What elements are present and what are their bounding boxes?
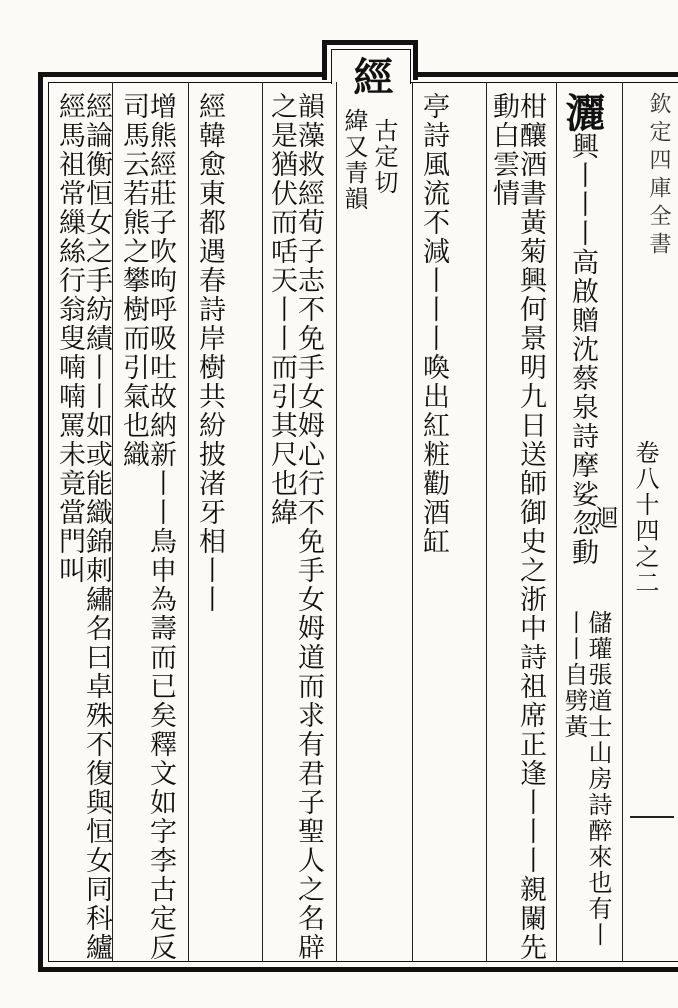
column-3: 亭詩風流不減丨丨丨喚出紅粧勸酒缸	[418, 92, 449, 556]
column-rule	[486, 82, 487, 962]
tab-gloss-1: 古定切	[370, 118, 398, 196]
column-5: 經韓愈東都遇春詩岸樹共紛披渚牙相丨丨	[194, 92, 225, 614]
column-rule	[556, 82, 557, 962]
column-rule	[622, 82, 623, 962]
column-6: 增熊經莊子吹呴呼吸吐故納新丨丨鳥申為壽而已矣釋文如字李古定反司馬云若熊之攀樹而引氣也織	[118, 92, 176, 962]
header-rule	[418, 72, 678, 77]
entry-headword: 灑	[559, 92, 606, 132]
column-1-text-c: 迴	[590, 505, 618, 531]
column-rule	[336, 82, 337, 962]
column-1-text-e: 儲瓘張道士山房詩醉來也有丨丨丨自劈黃	[560, 610, 612, 948]
column-rule	[112, 82, 113, 962]
margin-rule	[630, 816, 674, 818]
margin-book-title: 欽定四庫全書	[646, 92, 671, 260]
tab-gloss-2: 緯又青韻	[340, 108, 368, 212]
column-rule	[188, 82, 189, 962]
margin-volume: 卷八十四之二	[631, 440, 659, 596]
column-rule	[412, 82, 413, 962]
column-4: 韻藻救經荀子志不免手女姆心行不免手女姆道而求有君子聖人之名辟之是猶伏而咶天丨丨而引其尺也緯	[266, 92, 324, 962]
tab-headword: 經	[347, 56, 394, 96]
column-1-text: 興丨丨丨高啟贈沈蔡泉詩摩娑忽動	[567, 132, 598, 567]
column-rule	[262, 82, 263, 962]
column-7: 經論衡恒女之手紡績丨丨如或能織錦刺繡名曰卓殊不復與恒女同科纑經馬祖常繅絲行翁叟喃喃罵未竟當門叫	[54, 92, 112, 962]
column-2: 柑釀酒書黃菊興何景明九日送師御史之浙中詩祖席正逢丨丨丨親闌先動白雲情	[488, 92, 546, 962]
